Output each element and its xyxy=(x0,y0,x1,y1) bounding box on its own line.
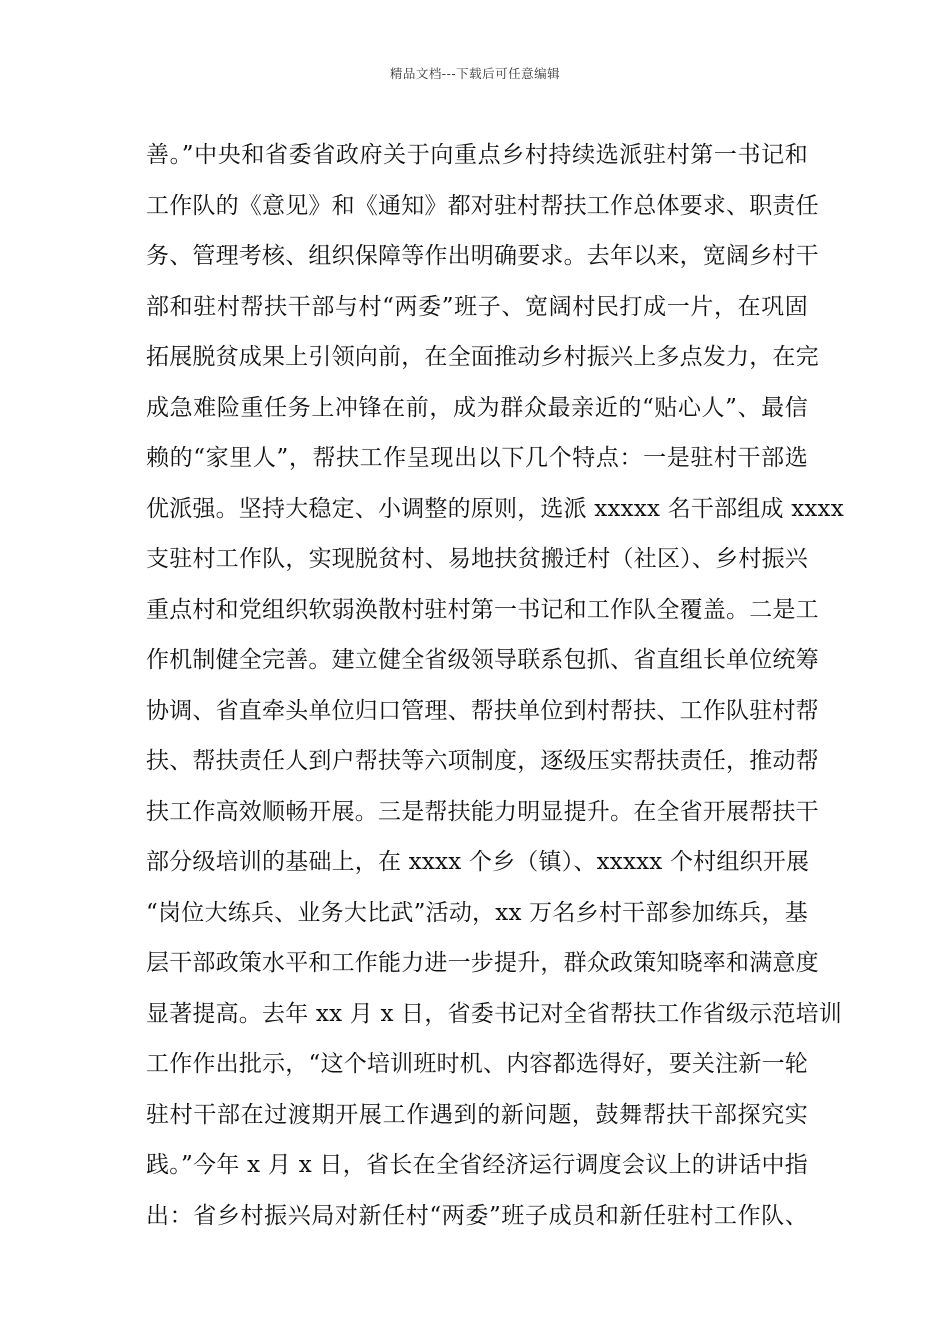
text-line: 驻村干部在过渡期开展工作遇到的新问题，鼓舞帮扶干部探究实 xyxy=(146,1101,808,1128)
text-line: 部分级培训的基础上，在 xxxx 个乡（镇）、xxxxx 个村组织开展 xyxy=(146,849,810,875)
text-line: “岗位大练兵、业务大比武”活动，xx 万名乡村干部参加练兵，基 xyxy=(146,899,808,926)
text-line: 赖的“家里人”，帮扶工作呈现出以下几个特点：一是驻村干部选 xyxy=(146,445,808,471)
text-line: 工作作出批示，“这个培训班时机、内容都选得好，要关注新一轮 xyxy=(146,1051,808,1077)
text-line: 重点村和党组织软弱涣散村驻村第一书记和工作队全覆盖。二是工 xyxy=(146,596,819,623)
text-line: 成急难险重任务上冲锋在前，成为群众最亲近的“贴心人”、最信 xyxy=(146,394,808,421)
text-line: 部和驻村帮扶干部与村“两委”班子、宽阔村民打成一片，在巩固 xyxy=(146,293,808,320)
text-line: 作机制健全完善。建立健全省级领导联系包抓、省直组长单位统筹 xyxy=(146,647,819,673)
text-line: 践。”今年 x 月 x 日，省长在全省经济运行调度会议上的讲话中指 xyxy=(146,1152,808,1178)
text-line: 支驻村工作队，实现脱贫村、易地扶贫搬迁村（社区）、乡村振兴 xyxy=(146,546,808,572)
text-line: 扶、帮扶责任人到户帮扶等六项制度，逐级压实帮扶责任，推动帮 xyxy=(146,748,819,774)
text-line: 务、管理考核、组织保障等作出明确要求。去年以来，宽阔乡村干 xyxy=(146,243,819,269)
text-line: 层干部政策水平和工作能力进一步提升，群众政策知晓率和满意度 xyxy=(146,950,819,976)
page-header: 精品文档---下载后可任意编辑 xyxy=(389,66,561,81)
text-line: 协调、省直牵头单位归口管理、帮扶单位到村帮扶、工作队驻村帮 xyxy=(146,697,819,724)
text-line: 出：省乡村振兴局对新任村“两委”班子成员和新任驻村工作队、 xyxy=(146,1202,808,1229)
body-text xyxy=(146,130,844,1241)
text-line: 扶工作高效顺畅开展。三是帮扶能力明显提升。在全省开展帮扶干 xyxy=(146,798,819,825)
text-line: 优派强。坚持大稳定、小调整的原则，选派 xxxxx 名干部组成 xxxx xyxy=(146,495,844,522)
text-line: 善。”中央和省委省政府关于向重点乡村持续选派驻村第一书记和 xyxy=(146,142,808,168)
text-line: 拓展脱贫成果上引领向前，在全面推动乡村振兴上多点发力，在完 xyxy=(146,344,819,370)
text-line: 工作队的《意见》和《通知》都对驻村帮扶工作总体要求、职责任 xyxy=(146,192,819,219)
text-line: 显著提高。去年 xx 月 x 日，省委书记对全省帮扶工作省级示范培训 xyxy=(146,1000,842,1027)
